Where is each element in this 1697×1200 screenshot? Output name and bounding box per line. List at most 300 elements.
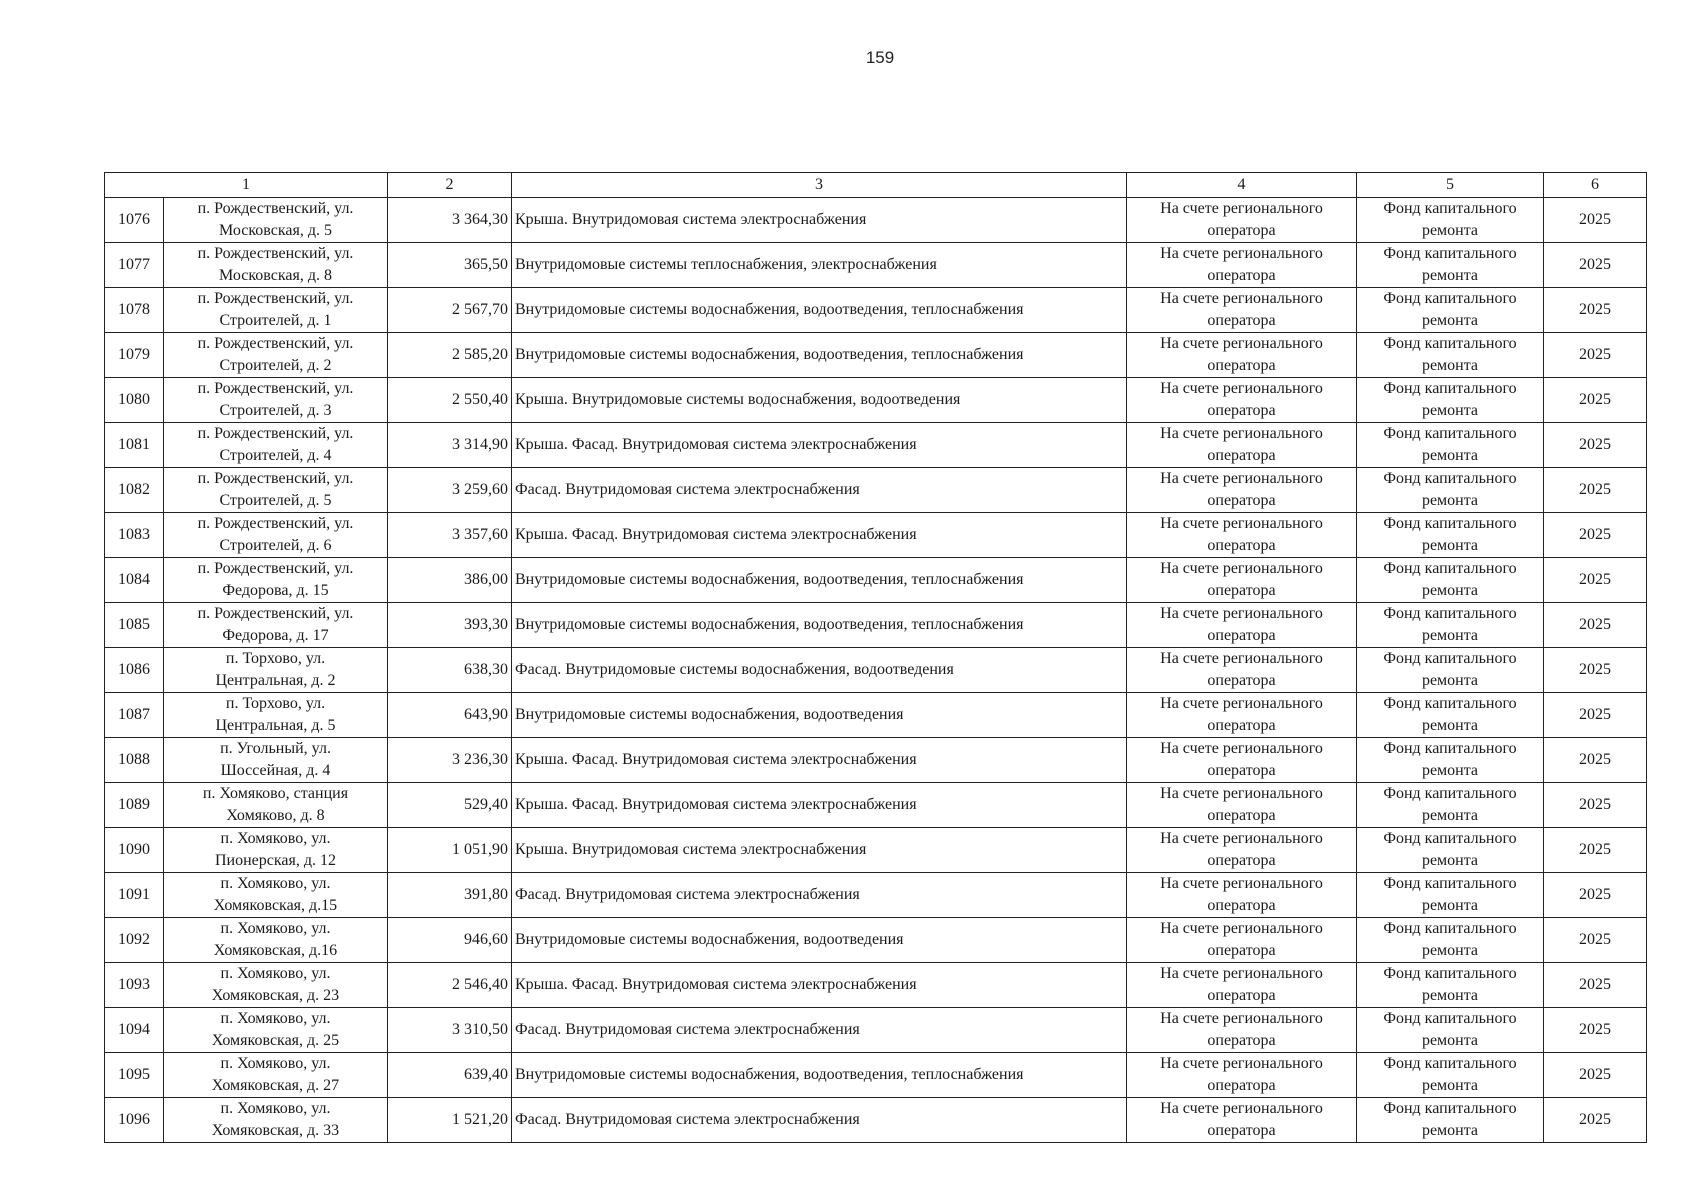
- account-method-line-1: На счете регионального: [1160, 695, 1323, 712]
- work-type-cell: Внутридомовые системы теплоснабжения, электроснабжения: [512, 243, 1127, 288]
- account-method-cell: [1127, 1008, 1357, 1053]
- account-method-line-2: оператора: [1207, 897, 1276, 914]
- table-row: [105, 963, 1647, 1008]
- funding-source-line-1: Фонд капитального: [1383, 1100, 1517, 1117]
- row-number-cell: 1088: [105, 738, 164, 783]
- funding-source-line-2: ремонта: [1421, 1032, 1479, 1049]
- address-line-1: п. Хомяково, станция: [202, 785, 349, 802]
- address-line-1: п. Хомяково, ул.: [220, 920, 331, 937]
- address-cell: [164, 918, 388, 963]
- funding-source-line-1: Фонд капитального: [1383, 1055, 1517, 1072]
- year-cell: 2025: [1544, 243, 1647, 288]
- page-number: 159: [865, 48, 895, 67]
- year-cell: 2025: [1544, 198, 1647, 243]
- row-number-cell: 1081: [105, 423, 164, 468]
- address-cell: [164, 243, 388, 288]
- address-line-1: п. Угольный, ул.: [220, 740, 331, 757]
- account-method-cell: [1127, 603, 1357, 648]
- table-row: [105, 603, 1647, 648]
- work-type-cell: Крыша. Фасад. Внутридомовая система электроснабжения: [512, 513, 1127, 558]
- repair-program-table: [104, 172, 1647, 1143]
- funding-source-cell: [1357, 873, 1544, 918]
- row-number-cell: 1086: [105, 648, 164, 693]
- account-method-line-2: оператора: [1207, 627, 1276, 644]
- funding-source-line-2: ремонта: [1421, 762, 1479, 779]
- address-line-2: Центральная, д. 5: [215, 717, 336, 734]
- year-cell: 2025: [1544, 828, 1647, 873]
- address-cell: [164, 873, 388, 918]
- funding-source-line-1: Фонд капитального: [1383, 560, 1517, 577]
- account-method-line-1: На счете регионального: [1160, 920, 1323, 937]
- funding-source-line-1: Фонд капитального: [1383, 965, 1517, 982]
- work-type-cell: Фасад. Внутридомовая система электроснабжения: [512, 873, 1127, 918]
- table-row: [105, 738, 1647, 783]
- cost-cell: 946,60: [388, 918, 512, 963]
- address-line-1: п. Хомяково, ул.: [220, 1100, 331, 1117]
- account-method-line-1: На счете регионального: [1160, 1055, 1323, 1072]
- account-method-line-1: На счете регионального: [1160, 1100, 1323, 1117]
- year-cell: 2025: [1544, 603, 1647, 648]
- table-row: [105, 243, 1647, 288]
- account-method-cell: [1127, 468, 1357, 513]
- table-row: [105, 558, 1647, 603]
- funding-source-line-2: ремонта: [1421, 807, 1479, 824]
- table-row: [105, 873, 1647, 918]
- funding-source-line-2: ремонта: [1421, 357, 1479, 374]
- work-type-cell: Крыша. Фасад. Внутридомовая система электроснабжения: [512, 783, 1127, 828]
- account-method-line-1: На счете регионального: [1160, 650, 1323, 667]
- funding-source-line-1: Фонд капитального: [1383, 1010, 1517, 1027]
- cost-cell: 639,40: [388, 1053, 512, 1098]
- row-number-cell: 1077: [105, 243, 164, 288]
- funding-source-line-1: Фонд капитального: [1383, 740, 1517, 757]
- funding-source-line-1: Фонд капитального: [1383, 245, 1517, 262]
- cost-cell: 1 521,20: [388, 1098, 512, 1143]
- funding-source-line-1: Фонд капитального: [1383, 605, 1517, 622]
- account-method-cell: [1127, 693, 1357, 738]
- funding-source-line-1: Фонд капитального: [1383, 380, 1517, 397]
- address-cell: [164, 738, 388, 783]
- address-line-2: Хомяково, д. 8: [226, 807, 325, 824]
- account-method-line-2: оператора: [1207, 672, 1276, 689]
- funding-source-cell: [1357, 1053, 1544, 1098]
- funding-source-line-2: ремонта: [1421, 447, 1479, 464]
- account-method-line-2: оператора: [1207, 267, 1276, 284]
- address-line-2: Московская, д. 8: [219, 267, 332, 284]
- account-method-line-1: На счете регионального: [1160, 290, 1323, 307]
- funding-source-cell: [1357, 288, 1544, 333]
- cost-cell: 3 314,90: [388, 423, 512, 468]
- cost-cell: 386,00: [388, 558, 512, 603]
- address-line-2: Федорова, д. 17: [222, 627, 329, 644]
- work-type-cell: Крыша. Фасад. Внутридомовая система электроснабжения: [512, 423, 1127, 468]
- funding-source-cell: [1357, 378, 1544, 423]
- year-cell: 2025: [1544, 468, 1647, 513]
- table-row: [105, 423, 1647, 468]
- table-row: [105, 783, 1647, 828]
- table-row: [105, 1008, 1647, 1053]
- address-cell: [164, 648, 388, 693]
- cost-cell: 2 546,40: [388, 963, 512, 1008]
- work-type-cell: Фасад. Внутридомовые системы водоснабжения, водоотведения: [512, 648, 1127, 693]
- account-method-line-1: На счете регионального: [1160, 740, 1323, 757]
- cost-cell: 2 550,40: [388, 378, 512, 423]
- work-type-cell: Крыша. Фасад. Внутридомовая система электроснабжения: [512, 738, 1127, 783]
- funding-source-cell: [1357, 918, 1544, 963]
- address-cell: [164, 423, 388, 468]
- year-cell: 2025: [1544, 558, 1647, 603]
- address-line-1: п. Рождественский, ул.: [197, 335, 354, 352]
- funding-source-line-1: Фонд капитального: [1383, 830, 1517, 847]
- account-method-cell: [1127, 873, 1357, 918]
- funding-source-cell: [1357, 333, 1544, 378]
- table-row: [105, 513, 1647, 558]
- account-method-line-1: На счете регионального: [1160, 425, 1323, 442]
- row-number-cell: 1078: [105, 288, 164, 333]
- account-method-line-1: На счете регионального: [1160, 875, 1323, 892]
- account-method-cell: [1127, 558, 1357, 603]
- header-col-3: 3: [512, 173, 1127, 198]
- address-cell: [164, 198, 388, 243]
- address-cell: [164, 558, 388, 603]
- funding-source-line-1: Фонд капитального: [1383, 920, 1517, 937]
- row-number-cell: 1093: [105, 963, 164, 1008]
- address-line-2: Хомяковская, д.16: [213, 942, 338, 959]
- row-number-cell: 1079: [105, 333, 164, 378]
- funding-source-line-2: ремонта: [1421, 942, 1479, 959]
- cost-cell: 3 357,60: [388, 513, 512, 558]
- address-line-1: п. Рождественский, ул.: [197, 425, 354, 442]
- year-cell: 2025: [1544, 423, 1647, 468]
- row-number-cell: 1080: [105, 378, 164, 423]
- row-number-cell: 1084: [105, 558, 164, 603]
- year-cell: 2025: [1544, 693, 1647, 738]
- account-method-cell: [1127, 1053, 1357, 1098]
- funding-source-line-1: Фонд капитального: [1383, 200, 1517, 217]
- address-line-1: п. Рождественский, ул.: [197, 200, 354, 217]
- account-method-line-1: На счете регионального: [1160, 515, 1323, 532]
- funding-source-cell: [1357, 198, 1544, 243]
- account-method-line-1: На счете регионального: [1160, 1010, 1323, 1027]
- table-row: [105, 1053, 1647, 1098]
- header-col-5: 5: [1357, 173, 1544, 198]
- funding-source-cell: [1357, 738, 1544, 783]
- work-type-cell: Фасад. Внутридомовая система электроснабжения: [512, 1008, 1127, 1053]
- address-line-2: Пионерская, д. 12: [214, 852, 336, 869]
- header-col-6: 6: [1544, 173, 1647, 198]
- funding-source-line-1: Фонд капитального: [1383, 425, 1517, 442]
- work-type-cell: Фасад. Внутридомовая система электроснабжения: [512, 1098, 1127, 1143]
- funding-source-line-2: ремонта: [1421, 492, 1479, 509]
- funding-source-cell: [1357, 603, 1544, 648]
- account-method-line-2: оператора: [1207, 222, 1276, 239]
- address-cell: [164, 603, 388, 648]
- account-method-line-2: оператора: [1207, 807, 1276, 824]
- address-line-2: Московская, д. 5: [219, 222, 332, 239]
- row-number-cell: 1082: [105, 468, 164, 513]
- cost-cell: 3 310,50: [388, 1008, 512, 1053]
- address-line-1: п. Рождественский, ул.: [197, 245, 354, 262]
- table-row: [105, 918, 1647, 963]
- address-line-2: Федорова, д. 15: [222, 582, 329, 599]
- address-line-2: Строителей, д. 1: [219, 312, 332, 329]
- cost-cell: 638,30: [388, 648, 512, 693]
- funding-source-line-2: ремонта: [1421, 852, 1479, 869]
- account-method-line-2: оператора: [1207, 582, 1276, 599]
- cost-cell: 643,90: [388, 693, 512, 738]
- account-method-line-2: оператора: [1207, 402, 1276, 419]
- address-cell: [164, 1053, 388, 1098]
- address-cell: [164, 1008, 388, 1053]
- account-method-line-2: оператора: [1207, 852, 1276, 869]
- funding-source-line-2: ремонта: [1421, 402, 1479, 419]
- work-type-cell: Крыша. Внутридомовые системы водоснабжения, водоотведения: [512, 378, 1127, 423]
- funding-source-cell: [1357, 423, 1544, 468]
- address-cell: [164, 693, 388, 738]
- funding-source-cell: [1357, 243, 1544, 288]
- header-col-4: 4: [1127, 173, 1357, 198]
- table-row: [105, 693, 1647, 738]
- account-method-line-2: оператора: [1207, 492, 1276, 509]
- account-method-cell: [1127, 288, 1357, 333]
- year-cell: 2025: [1544, 783, 1647, 828]
- work-type-cell: Крыша. Внутридомовая система электроснабжения: [512, 828, 1127, 873]
- table-row: [105, 828, 1647, 873]
- account-method-cell: [1127, 198, 1357, 243]
- work-type-cell: Крыша. Внутридомовая система электроснабжения: [512, 198, 1127, 243]
- account-method-cell: [1127, 648, 1357, 693]
- cost-cell: 529,40: [388, 783, 512, 828]
- funding-source-line-2: ремонта: [1421, 537, 1479, 554]
- header-col-2: 2: [388, 173, 512, 198]
- row-number-cell: 1090: [105, 828, 164, 873]
- table-row: [105, 333, 1647, 378]
- year-cell: 2025: [1544, 918, 1647, 963]
- cost-cell: 1 051,90: [388, 828, 512, 873]
- cost-cell: 3 364,30: [388, 198, 512, 243]
- account-method-cell: [1127, 513, 1357, 558]
- address-line-1: п. Хомяково, ул.: [220, 875, 331, 892]
- year-cell: 2025: [1544, 873, 1647, 918]
- funding-source-cell: [1357, 513, 1544, 558]
- funding-source-line-1: Фонд капитального: [1383, 695, 1517, 712]
- year-cell: 2025: [1544, 333, 1647, 378]
- address-cell: [164, 513, 388, 558]
- address-line-1: п. Рождественский, ул.: [197, 290, 354, 307]
- address-line-2: Строителей, д. 3: [219, 402, 332, 419]
- table-row: [105, 378, 1647, 423]
- year-cell: 2025: [1544, 1053, 1647, 1098]
- table-body: [105, 198, 1647, 1143]
- address-cell: [164, 333, 388, 378]
- funding-source-line-1: Фонд капитального: [1383, 335, 1517, 352]
- table-header: [105, 173, 1647, 198]
- funding-source-cell: [1357, 828, 1544, 873]
- address-line-1: п. Рождественский, ул.: [197, 380, 354, 397]
- address-line-2: Строителей, д. 5: [219, 492, 332, 509]
- funding-source-cell: [1357, 693, 1544, 738]
- account-method-cell: [1127, 423, 1357, 468]
- work-type-cell: Внутридомовые системы водоснабжения, водоотведения: [512, 918, 1127, 963]
- work-type-cell: Внутридомовые системы водоснабжения, водоотведения, теплоснабжения: [512, 288, 1127, 333]
- account-method-cell: [1127, 243, 1357, 288]
- address-cell: [164, 288, 388, 333]
- address-line-2: Хомяковская, д. 25: [211, 1032, 340, 1049]
- funding-source-cell: [1357, 963, 1544, 1008]
- work-type-cell: Внутридомовые системы водоснабжения, водоотведения, теплоснабжения: [512, 1053, 1127, 1098]
- address-line-1: п. Рождественский, ул.: [197, 470, 354, 487]
- address-line-2: Строителей, д. 6: [219, 537, 332, 554]
- row-number-cell: 1091: [105, 873, 164, 918]
- account-method-line-2: оператора: [1207, 312, 1276, 329]
- account-method-line-1: На счете регионального: [1160, 560, 1323, 577]
- header-col-1: 1: [105, 173, 388, 198]
- funding-source-line-2: ремонта: [1421, 672, 1479, 689]
- address-line-2: Шоссейная, д. 4: [220, 762, 331, 779]
- address-line-2: Хомяковская, д. 23: [211, 987, 340, 1004]
- account-method-cell: [1127, 828, 1357, 873]
- funding-source-line-1: Фонд капитального: [1383, 785, 1517, 802]
- row-number-cell: 1095: [105, 1053, 164, 1098]
- address-line-1: п. Торхово, ул.: [225, 695, 326, 712]
- address-line-1: п. Торхово, ул.: [225, 650, 326, 667]
- table-row: [105, 468, 1647, 513]
- account-method-line-1: На счете регионального: [1160, 605, 1323, 622]
- cost-cell: 3 259,60: [388, 468, 512, 513]
- funding-source-line-1: Фонд капитального: [1383, 875, 1517, 892]
- funding-source-cell: [1357, 468, 1544, 513]
- account-method-cell: [1127, 738, 1357, 783]
- row-number-cell: 1089: [105, 783, 164, 828]
- year-cell: 2025: [1544, 648, 1647, 693]
- address-line-1: п. Рождественский, ул.: [197, 515, 354, 532]
- account-method-line-2: оператора: [1207, 942, 1276, 959]
- cost-cell: 2 585,20: [388, 333, 512, 378]
- address-line-1: п. Рождественский, ул.: [197, 560, 354, 577]
- account-method-cell: [1127, 378, 1357, 423]
- year-cell: 2025: [1544, 288, 1647, 333]
- funding-source-line-2: ремонта: [1421, 897, 1479, 914]
- address-line-1: п. Хомяково, ул.: [220, 830, 331, 847]
- year-cell: 2025: [1544, 738, 1647, 783]
- account-method-line-1: На счете регионального: [1160, 245, 1323, 262]
- address-cell: [164, 1098, 388, 1143]
- cost-cell: 2 567,70: [388, 288, 512, 333]
- year-cell: 2025: [1544, 378, 1647, 423]
- account-method-cell: [1127, 783, 1357, 828]
- account-method-line-2: оператора: [1207, 762, 1276, 779]
- account-method-cell: [1127, 918, 1357, 963]
- funding-source-line-2: ремонта: [1421, 627, 1479, 644]
- funding-source-line-1: Фонд капитального: [1383, 470, 1517, 487]
- address-cell: [164, 468, 388, 513]
- row-number-cell: 1096: [105, 1098, 164, 1143]
- address-line-2: Хомяковская, д. 33: [211, 1122, 340, 1139]
- work-type-cell: Внутридомовые системы водоснабжения, водоотведения, теплоснабжения: [512, 333, 1127, 378]
- table-row: [105, 288, 1647, 333]
- funding-source-line-2: ремонта: [1421, 1077, 1479, 1094]
- funding-source-line-2: ремонта: [1421, 582, 1479, 599]
- account-method-line-1: На счете регионального: [1160, 380, 1323, 397]
- address-cell: [164, 963, 388, 1008]
- account-method-line-2: оператора: [1207, 1122, 1276, 1139]
- year-cell: 2025: [1544, 513, 1647, 558]
- account-method-line-2: оператора: [1207, 987, 1276, 1004]
- account-method-line-2: оператора: [1207, 1077, 1276, 1094]
- funding-source-line-2: ремонта: [1421, 1122, 1479, 1139]
- address-line-2: Строителей, д. 4: [219, 447, 332, 464]
- account-method-line-2: оператора: [1207, 447, 1276, 464]
- funding-source-cell: [1357, 1098, 1544, 1143]
- account-method-line-1: На счете регионального: [1160, 200, 1323, 217]
- row-number-cell: 1076: [105, 198, 164, 243]
- address-line-1: п. Хомяково, ул.: [220, 965, 331, 982]
- address-line-1: п. Рождественский, ул.: [197, 605, 354, 622]
- address-line-1: п. Хомяково, ул.: [220, 1010, 331, 1027]
- address-cell: [164, 783, 388, 828]
- address-line-2: Хомяковская, д. 27: [211, 1077, 340, 1094]
- account-method-cell: [1127, 333, 1357, 378]
- row-number-cell: 1087: [105, 693, 164, 738]
- funding-source-cell: [1357, 558, 1544, 603]
- work-type-cell: Внутридомовые системы водоснабжения, водоотведения, теплоснабжения: [512, 558, 1127, 603]
- account-method-line-1: На счете регионального: [1160, 470, 1323, 487]
- table-row: [105, 198, 1647, 243]
- account-method-line-2: оператора: [1207, 537, 1276, 554]
- year-cell: 2025: [1544, 963, 1647, 1008]
- address-line-1: п. Хомяково, ул.: [220, 1055, 331, 1072]
- funding-source-line-2: ремонта: [1421, 267, 1479, 284]
- row-number-cell: 1083: [105, 513, 164, 558]
- cost-cell: 391,80: [388, 873, 512, 918]
- account-method-line-2: оператора: [1207, 357, 1276, 374]
- table-row: [105, 1098, 1647, 1143]
- work-type-cell: Внутридомовые системы водоснабжения, водоотведения, теплоснабжения: [512, 603, 1127, 648]
- funding-source-line-1: Фонд капитального: [1383, 290, 1517, 307]
- cost-cell: 393,30: [388, 603, 512, 648]
- account-method-cell: [1127, 1098, 1357, 1143]
- work-type-cell: Фасад. Внутридомовая система электроснабжения: [512, 468, 1127, 513]
- funding-source-line-2: ремонта: [1421, 312, 1479, 329]
- funding-source-line-1: Фонд капитального: [1383, 515, 1517, 532]
- account-method-cell: [1127, 963, 1357, 1008]
- row-number-cell: 1085: [105, 603, 164, 648]
- cost-cell: 365,50: [388, 243, 512, 288]
- address-line-2: Центральная, д. 2: [215, 672, 336, 689]
- address-line-2: Строителей, д. 2: [219, 357, 332, 374]
- work-type-cell: Крыша. Фасад. Внутридомовая система электроснабжения: [512, 963, 1127, 1008]
- work-type-cell: Внутридомовые системы водоснабжения, водоотведения: [512, 693, 1127, 738]
- account-method-line-2: оператора: [1207, 1032, 1276, 1049]
- year-cell: 2025: [1544, 1098, 1647, 1143]
- funding-source-line-2: ремонта: [1421, 987, 1479, 1004]
- address-cell: [164, 378, 388, 423]
- funding-source-line-2: ремонта: [1421, 717, 1479, 734]
- account-method-line-1: На счете регионального: [1160, 335, 1323, 352]
- row-number-cell: 1094: [105, 1008, 164, 1053]
- cost-cell: 3 236,30: [388, 738, 512, 783]
- funding-source-line-1: Фонд капитального: [1383, 650, 1517, 667]
- address-cell: [164, 828, 388, 873]
- year-cell: 2025: [1544, 1008, 1647, 1053]
- funding-source-cell: [1357, 648, 1544, 693]
- account-method-line-1: На счете регионального: [1160, 830, 1323, 847]
- row-number-cell: 1092: [105, 918, 164, 963]
- funding-source-cell: [1357, 783, 1544, 828]
- account-method-line-1: На счете регионального: [1160, 785, 1323, 802]
- address-line-2: Хомяковская, д.15: [213, 897, 338, 914]
- header-row: [105, 173, 1647, 198]
